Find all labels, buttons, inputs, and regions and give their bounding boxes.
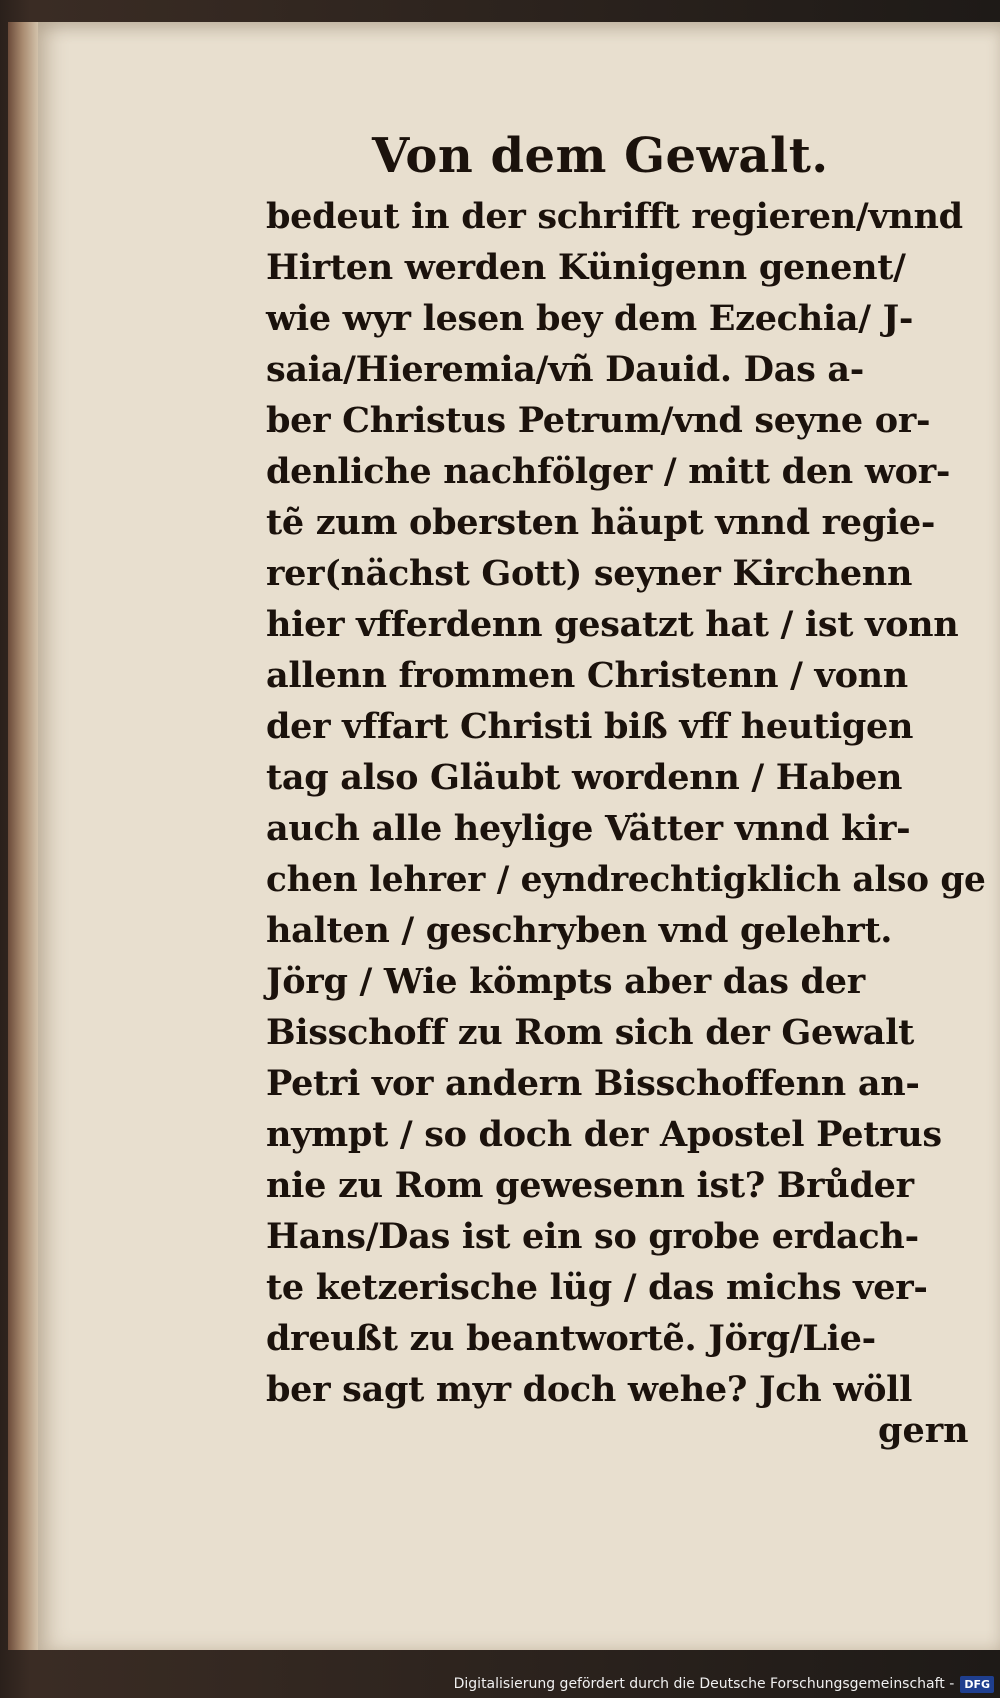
text-line: nie zu Rom gewesenn ist? Brůder <box>266 1165 914 1206</box>
text-line: Hirten werden Künigenn genent/ <box>266 247 906 288</box>
text-line: Petri vor andern Bisschoffenn an- <box>266 1063 920 1104</box>
text-line: saia/Hieremia/vñ Dauid. Das a- <box>266 349 864 390</box>
text-line: tag also Gläubt wordenn / Haben <box>266 757 903 798</box>
text-line: te ketzerische lüg / das michs ver- <box>266 1267 928 1308</box>
text-line: allenn frommen Christenn / vonn <box>266 655 908 696</box>
text-line: Bisschoff zu Rom sich der Gewalt <box>266 1012 914 1053</box>
text-line: hier vfferdenn gesatzt hat / ist vonn <box>266 604 959 645</box>
text-line: ber Christus Petrum/vnd seyne or- <box>266 400 931 441</box>
text-line: ber sagt myr doch wehe? Jch wöll <box>266 1369 913 1410</box>
dfg-logo-badge: DFG <box>960 1676 994 1693</box>
text-line: der vffart Christi biß vff heutigen <box>266 706 914 747</box>
text-line: denliche nachfölger / mitt den wor- <box>266 451 951 492</box>
text-line: chen lehrer / eyndrechtigklich also ge <box>266 859 986 900</box>
text-line: nympt / so doch der Apostel Petrus <box>266 1114 942 1155</box>
text-line: rer(nächst Gott) seyner Kirchenn <box>266 553 913 594</box>
text-line: dreußt zu beantwortẽ. Jörg/Lie- <box>266 1318 876 1359</box>
text-line: Hans/Das ist ein so grobe erdach- <box>266 1216 919 1257</box>
text-line: halten / geschryben vnd gelehrt. <box>266 910 893 951</box>
text-line: auch alle heylige Vätter vnnd kir- <box>266 808 911 849</box>
text-line: Jörg / Wie kömpts aber das der <box>266 961 865 1002</box>
text-line: bedeut in der schrifft regieren/vnnd <box>266 196 963 237</box>
credit-text: Digitalisierung gefördert durch die Deutsche Forschungsgemeinschaft - <box>453 1676 955 1692</box>
page-heading: Von dem Gewalt. <box>372 128 829 184</box>
book-spine-edge <box>8 22 40 1650</box>
catchword: gern <box>878 1410 969 1451</box>
digitization-credit <box>454 1672 994 1696</box>
text-line: tẽ zum obersten häupt vnnd regie- <box>266 502 936 543</box>
text-line: wie wyr lesen bey dem Ezechia/ J- <box>266 298 914 339</box>
